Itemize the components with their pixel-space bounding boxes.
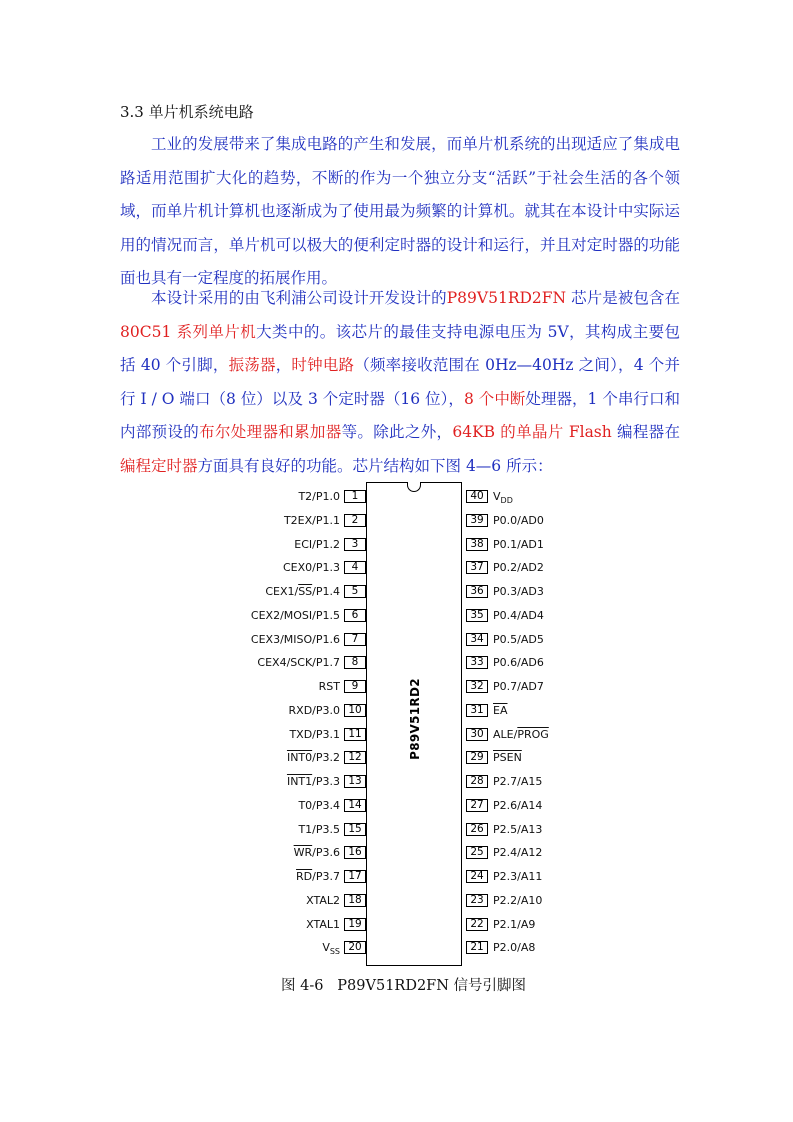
left-pin-label: $CEX1/\overline{SS}/P1.4$ bbox=[265, 585, 340, 598]
figure-caption: 图 4-6 P89V51RD2FN 信号引脚图 bbox=[281, 978, 527, 994]
left-pin-label: T0/P3.4 bbox=[298, 798, 340, 812]
right-pin-label: P2.7/A15 bbox=[493, 775, 543, 788]
right-pin-number: 26 bbox=[466, 823, 488, 836]
text-run: 80C51 系列单片机 bbox=[120, 322, 257, 341]
text-run: 振荡器 bbox=[228, 356, 276, 375]
right-pin-row bbox=[493, 846, 603, 859]
text-run: P89V51RD2FN bbox=[446, 289, 567, 307]
right-pin-label: P2.5/A13 bbox=[493, 822, 543, 836]
right-pin-label: P0.1/AD1 bbox=[493, 537, 544, 551]
left-pin-row bbox=[220, 704, 340, 717]
left-pin-label: CEX2/MOSI/P1.5 bbox=[250, 608, 340, 622]
left-pin-number: 12 bbox=[344, 751, 366, 764]
right-pin-label: P0.0/AD0 bbox=[493, 513, 544, 527]
left-pin-label: RST bbox=[318, 680, 340, 693]
left-pin-row bbox=[220, 894, 340, 907]
left-pin-number: 9 bbox=[344, 680, 366, 693]
left-pin-number: 19 bbox=[344, 918, 366, 931]
chip-label: P89V51RD2 bbox=[408, 678, 422, 760]
left-pin-number: 15 bbox=[344, 823, 366, 836]
right-pin-number: 38 bbox=[466, 538, 488, 551]
left-pin-row bbox=[220, 680, 340, 693]
left-pin-number: 11 bbox=[344, 728, 366, 741]
left-pin-row bbox=[220, 751, 340, 764]
left-pin-row bbox=[220, 728, 340, 741]
right-pin-label: P0.6/AD6 bbox=[493, 656, 544, 670]
right-pin-number: 21 bbox=[466, 941, 488, 954]
right-pin-row bbox=[493, 609, 603, 622]
left-pin-row bbox=[220, 490, 340, 503]
left-pin-row bbox=[220, 846, 340, 859]
left-pin-label: XTAL1 bbox=[306, 917, 340, 931]
right-pin-number: 27 bbox=[466, 799, 488, 812]
text-run: 64KB 的单晶片 Flash bbox=[452, 423, 612, 442]
text-run: 方面具有良好的功能。芯片结构如下图 4—6 所示： bbox=[197, 456, 553, 475]
right-pin-row bbox=[493, 633, 603, 646]
left-pin-number: 10 bbox=[344, 704, 366, 717]
section-heading: 3.3 单片机系统电路 bbox=[120, 103, 254, 121]
left-pin-number: 7 bbox=[344, 633, 366, 646]
left-pin-number: 8 bbox=[344, 656, 366, 669]
left-pin-row bbox=[220, 514, 340, 527]
text-run: 芯片是被包含在 bbox=[566, 289, 680, 307]
right-pin-row bbox=[493, 538, 603, 551]
left-pin-label: T2EX/P1.1 bbox=[283, 513, 340, 527]
left-pin-label: $\overline{RD}/P3.7$ bbox=[296, 870, 340, 883]
left-pin-number: 1 bbox=[344, 490, 366, 503]
text-run: 工业的发展带来了集成电路的产生和发展，而单片机系统的出现适应了集成电路适用范围扩大化的趋势，不断的作为一个独立分支“活跃”于社会生活的各个领域，而单片机计算机也逐渐成为了使用最为频繁的计算机。就其在本设计中实际运用的情况而言，单片机可以极大的便利定时器的设计和运行，并且对定时器的功能面也具有一定程度的拓展作用。 bbox=[120, 135, 680, 288]
right-pin-row bbox=[493, 585, 603, 598]
right-pin-number: 37 bbox=[466, 561, 488, 574]
left-pin-number: 13 bbox=[344, 775, 366, 788]
right-pin-row bbox=[493, 799, 603, 812]
left-pin-label: INT0/P3.2 bbox=[286, 751, 340, 765]
right-pin-row bbox=[493, 775, 603, 788]
left-pin-number: 5 bbox=[344, 585, 366, 598]
right-pin-row bbox=[493, 823, 603, 836]
right-pin-label: P2.1/A9 bbox=[493, 917, 536, 931]
left-pin-row bbox=[220, 941, 340, 957]
paragraph-1 bbox=[120, 128, 680, 296]
text-run: 时钟电路 bbox=[291, 356, 355, 375]
right-pin-row bbox=[493, 656, 603, 669]
text-run: ， bbox=[275, 356, 292, 375]
paragraph-2 bbox=[120, 282, 680, 484]
right-pin-label: $V_{DD}$ bbox=[493, 490, 513, 505]
right-pin-number: 25 bbox=[466, 846, 488, 859]
left-pin-row bbox=[220, 561, 340, 574]
right-pin-label: P2.0/A8 bbox=[493, 941, 536, 955]
chip-notch bbox=[407, 482, 421, 492]
left-pin-label: $V_{SS}$ bbox=[322, 941, 340, 957]
right-pin-label: PSEN bbox=[493, 751, 522, 765]
left-pin-label: XTAL2 bbox=[306, 893, 340, 907]
left-pin-row bbox=[220, 585, 340, 598]
right-pin-number: 39 bbox=[466, 514, 488, 527]
left-pin-row bbox=[220, 918, 340, 931]
left-pin-label: CEX4/SCK/P1.7 bbox=[257, 656, 340, 670]
chip-body bbox=[366, 482, 462, 966]
right-pin-row bbox=[493, 941, 603, 954]
left-pin-label: CEX3/MISO/P1.6 bbox=[250, 632, 340, 646]
right-pin-label: P0.5/AD5 bbox=[493, 632, 544, 646]
right-pin-row bbox=[493, 918, 603, 931]
right-pin-row bbox=[493, 514, 603, 527]
right-pin-row bbox=[493, 490, 603, 503]
right-pin-label: P0.3/AD3 bbox=[493, 585, 544, 598]
left-pin-number: 6 bbox=[344, 609, 366, 622]
right-pin-label: P0.4/AD4 bbox=[493, 608, 544, 622]
text-run: 等。除此之外， bbox=[341, 423, 453, 442]
left-pin-number: 3 bbox=[344, 538, 366, 551]
right-pin-label: P0.2/AD2 bbox=[493, 561, 544, 575]
right-pin-number: 33 bbox=[466, 656, 488, 669]
text-run: 本设计采用的由飞利浦公司设计开发设计的 bbox=[151, 289, 447, 307]
right-pin-label: P2.6/A14 bbox=[493, 798, 543, 812]
left-pin-label: CEX0/P1.3 bbox=[283, 561, 340, 575]
left-pin-number: 17 bbox=[344, 870, 366, 883]
right-pin-number: 32 bbox=[466, 680, 488, 693]
left-pin-label: T2/P1.0 bbox=[298, 490, 340, 503]
right-pin-label: P2.2/A10 bbox=[493, 893, 543, 907]
right-pin-label: P2.4/A12 bbox=[493, 846, 543, 860]
right-pin-number: 28 bbox=[466, 775, 488, 788]
left-pin-row bbox=[220, 823, 340, 836]
right-pin-row bbox=[493, 704, 603, 717]
left-pin-row bbox=[220, 656, 340, 669]
right-pin-row bbox=[493, 751, 603, 764]
right-pin-number: 36 bbox=[466, 585, 488, 598]
right-pin-label: $\overline{EA}$ bbox=[493, 703, 508, 717]
left-pin-label: ECI/P1.2 bbox=[294, 537, 340, 551]
left-pin-label: TXD/P3.1 bbox=[289, 727, 340, 741]
text-run: 编程器在 bbox=[611, 423, 680, 442]
left-pin-number: 4 bbox=[344, 561, 366, 574]
left-pin-row bbox=[220, 799, 340, 812]
right-pin-number: 40 bbox=[466, 490, 488, 503]
right-pin-number: 29 bbox=[466, 751, 488, 764]
text-run: 8 个中断 bbox=[463, 389, 526, 408]
left-pin-number: 20 bbox=[344, 941, 366, 954]
right-pin-label: P0.7/AD7 bbox=[493, 680, 544, 693]
right-pin-row bbox=[493, 680, 603, 693]
right-pin-number: 30 bbox=[466, 728, 488, 741]
right-pin-label: P2.3/A11 bbox=[493, 870, 543, 883]
right-pin-number: 22 bbox=[466, 918, 488, 931]
left-pin-number: 16 bbox=[344, 846, 366, 859]
right-pin-number: 23 bbox=[466, 894, 488, 907]
left-pin-label: $\overline{WR}/P3.6$ bbox=[293, 846, 340, 860]
text-run: 编程定时器 bbox=[120, 456, 198, 475]
right-pin-number: 35 bbox=[466, 609, 488, 622]
text-run: 大类中的。该芯片的最佳支持电源电压为 5V，其构成主要包括 40 个引脚， bbox=[120, 322, 681, 375]
left-pin-row bbox=[220, 775, 340, 788]
left-pin-row bbox=[220, 870, 340, 883]
left-pin-number: 2 bbox=[344, 514, 366, 527]
right-pin-number: 31 bbox=[466, 704, 488, 717]
right-pin-row bbox=[493, 894, 603, 907]
right-pin-number: 34 bbox=[466, 633, 488, 646]
left-pin-label: RXD/P3.0 bbox=[288, 703, 340, 717]
text-run: 布尔处理器和累加器 bbox=[199, 423, 342, 442]
left-pin-row bbox=[220, 538, 340, 551]
text-run: 处理器，1 个串行口和内部预设的 bbox=[120, 389, 680, 442]
left-pin-row bbox=[220, 609, 340, 622]
right-pin-row bbox=[493, 561, 603, 574]
right-pin-row bbox=[493, 870, 603, 883]
left-pin-number: 14 bbox=[344, 799, 366, 812]
left-pin-label: INT1/P3.3 bbox=[286, 775, 340, 788]
right-pin-row bbox=[493, 728, 603, 741]
left-pin-number: 18 bbox=[344, 894, 366, 907]
left-pin-label: T1/P3.5 bbox=[298, 822, 340, 836]
right-pin-number: 24 bbox=[466, 870, 488, 883]
right-pin-label: ALE/PROG bbox=[493, 727, 549, 741]
text-run: （频率接收范围在 0Hz—40Hz 之间），4 个并行 I / O 端口（8 位）以及 3 个定时器（16 位）， bbox=[120, 356, 680, 408]
left-pin-row bbox=[220, 633, 340, 646]
